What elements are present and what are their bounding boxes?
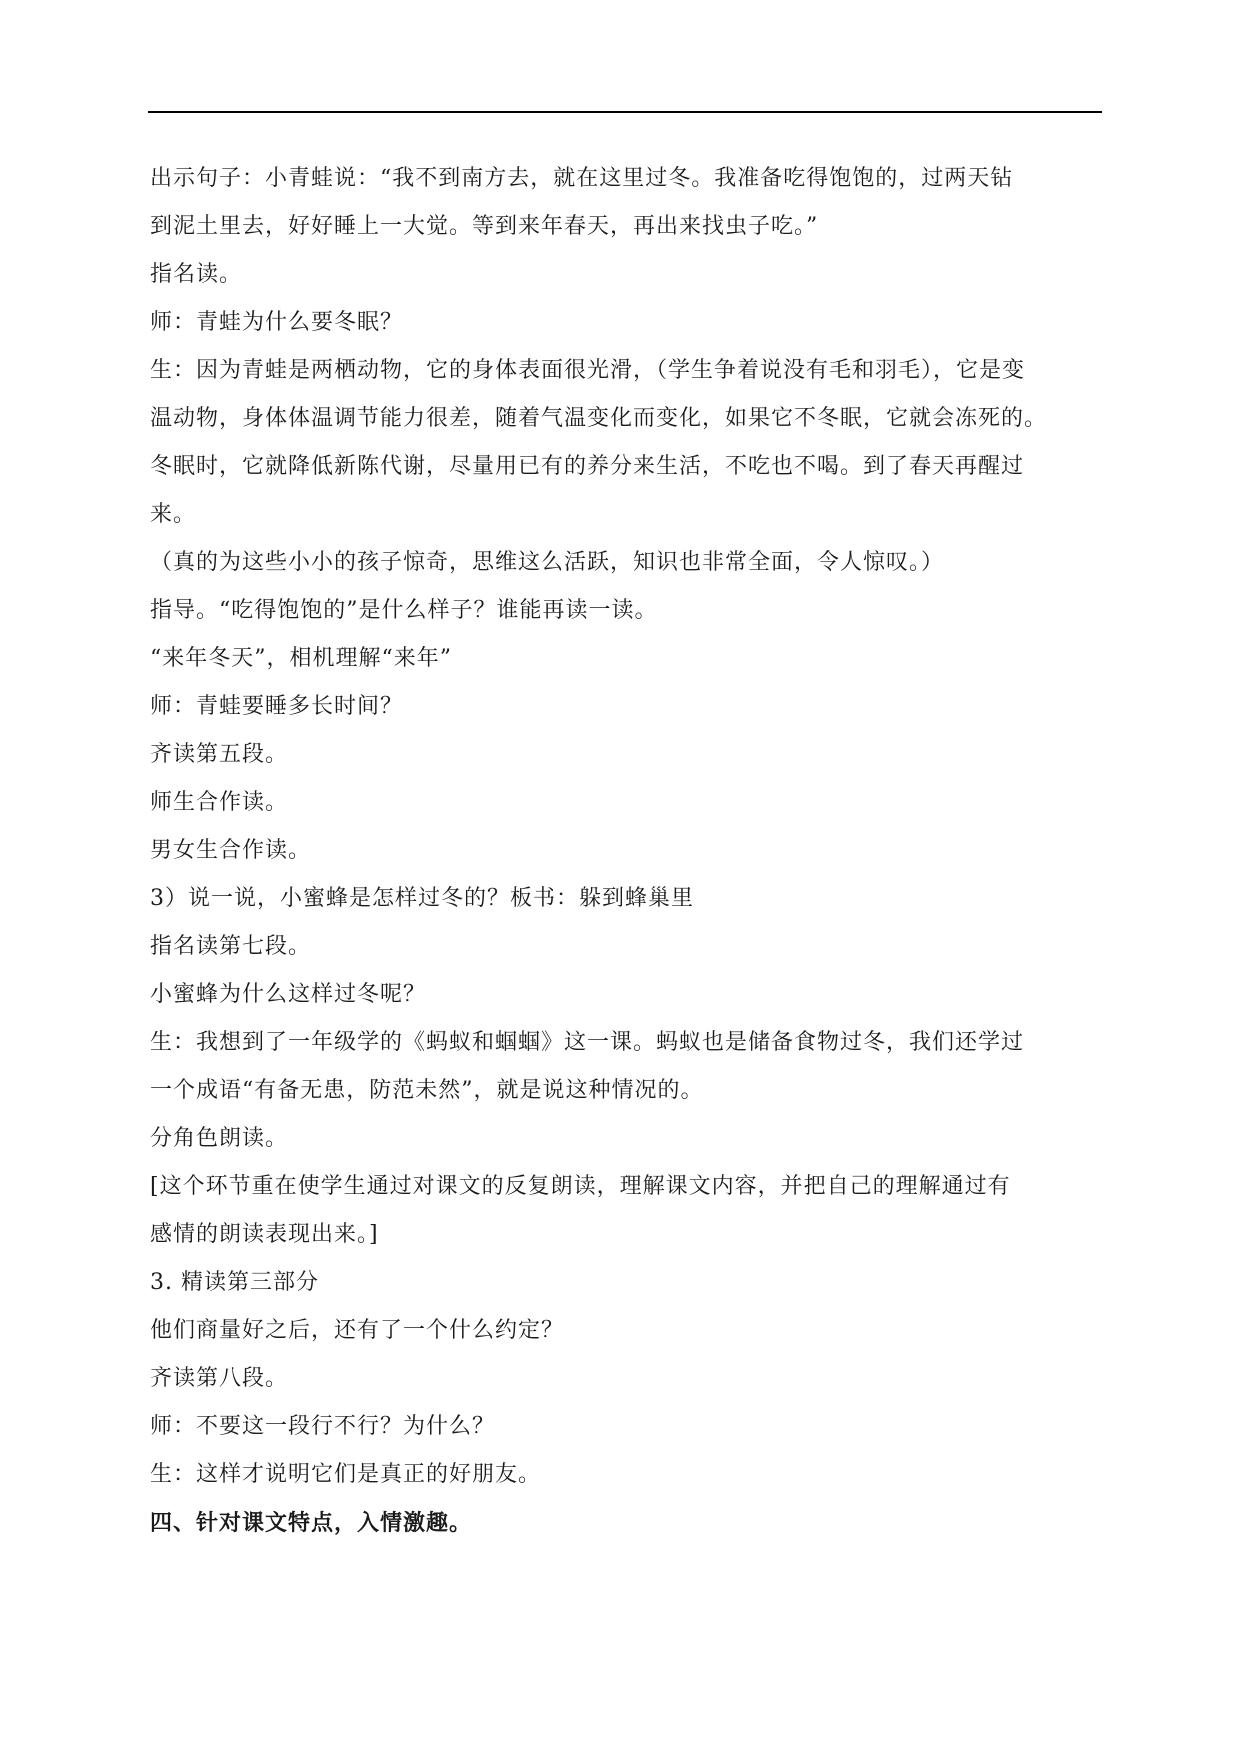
document-body bbox=[150, 155, 1100, 1547]
text-line: 齐读第五段。 bbox=[150, 742, 289, 767]
text-line: [这个环节重在使学生通过对课文的反复朗读，理解课文内容，并把自己的理解通过有 bbox=[150, 1174, 1011, 1199]
text-line: 感情的朗读表现出来。] bbox=[150, 1222, 379, 1247]
text-line: 师：不要这一段行不行？为什么？ bbox=[150, 1414, 496, 1439]
text-line: 生：这样才说明它们是真正的好朋友。 bbox=[150, 1462, 542, 1487]
text-line: （真的为这些小小的孩子惊奇，思维这么活跃，知识也非常全面，令人惊叹。） bbox=[150, 550, 945, 575]
text-line: 3）说一说，小蜜蜂是怎样过冬的？板书：躲到蜂巢里 bbox=[150, 886, 694, 911]
section-heading: 四、针对课文特点，入情激趣。 bbox=[150, 1510, 473, 1536]
text-line: 指名读第七段。 bbox=[150, 934, 312, 959]
text-line: 分角色朗读。 bbox=[150, 1126, 289, 1151]
text-line: “来年冬天”，相机理解“来年” bbox=[150, 646, 452, 671]
text-line: 生：因为青蛙是两栖动物，它的身体表面很光滑，（学生争着说没有毛和羽毛），它是变 bbox=[150, 358, 1026, 383]
text-line: 师：青蛙要睡多长时间？ bbox=[150, 694, 404, 719]
text-line: 温动物，身体体温调节能力很差，随着气温变化而变化，如果它不冬眠，它就会冻死的。 bbox=[150, 406, 1048, 431]
header-rule bbox=[148, 111, 1102, 113]
text-line: 齐读第八段。 bbox=[150, 1366, 289, 1391]
text-line: 到泥土里去，好好睡上一大觉。等到来年春天，再出来找虫子吃。” bbox=[150, 214, 819, 239]
text-line: 出示句子：小青蛙说：“我不到南方去，就在这里过冬。我准备吃得饱饱的，过两天钻 bbox=[150, 166, 1014, 191]
text-line: 师生合作读。 bbox=[150, 790, 289, 815]
text-line: 来。 bbox=[150, 502, 197, 527]
text-line: 冬眠时，它就降低新陈代谢，尽量用已有的养分来生活，不吃也不喝。到了春天再醒过 bbox=[150, 454, 1025, 479]
text-line: 指导。“吃得饱饱的”是什么样子？谁能再读一读。 bbox=[150, 598, 658, 623]
text-line: 男女生合作读。 bbox=[150, 838, 312, 863]
text-line: 小蜜蜂为什么这样过冬呢？ bbox=[150, 982, 427, 1007]
text-line: 一个成语“有备无患，防范未然”，就是说这种情况的。 bbox=[150, 1078, 704, 1103]
text-line: 指名读。 bbox=[150, 262, 243, 287]
text-line: 他们商量好之后，还有了一个什么约定？ bbox=[150, 1318, 565, 1343]
text-line: 生：我想到了一年级学的《蚂蚁和蝈蝈》这一课。蚂蚁也是储备食物过冬，我们还学过 bbox=[150, 1030, 1025, 1055]
text-line: 3. 精读第三部分 bbox=[150, 1270, 319, 1295]
text-line: 师：青蛙为什么要冬眠？ bbox=[150, 310, 404, 335]
